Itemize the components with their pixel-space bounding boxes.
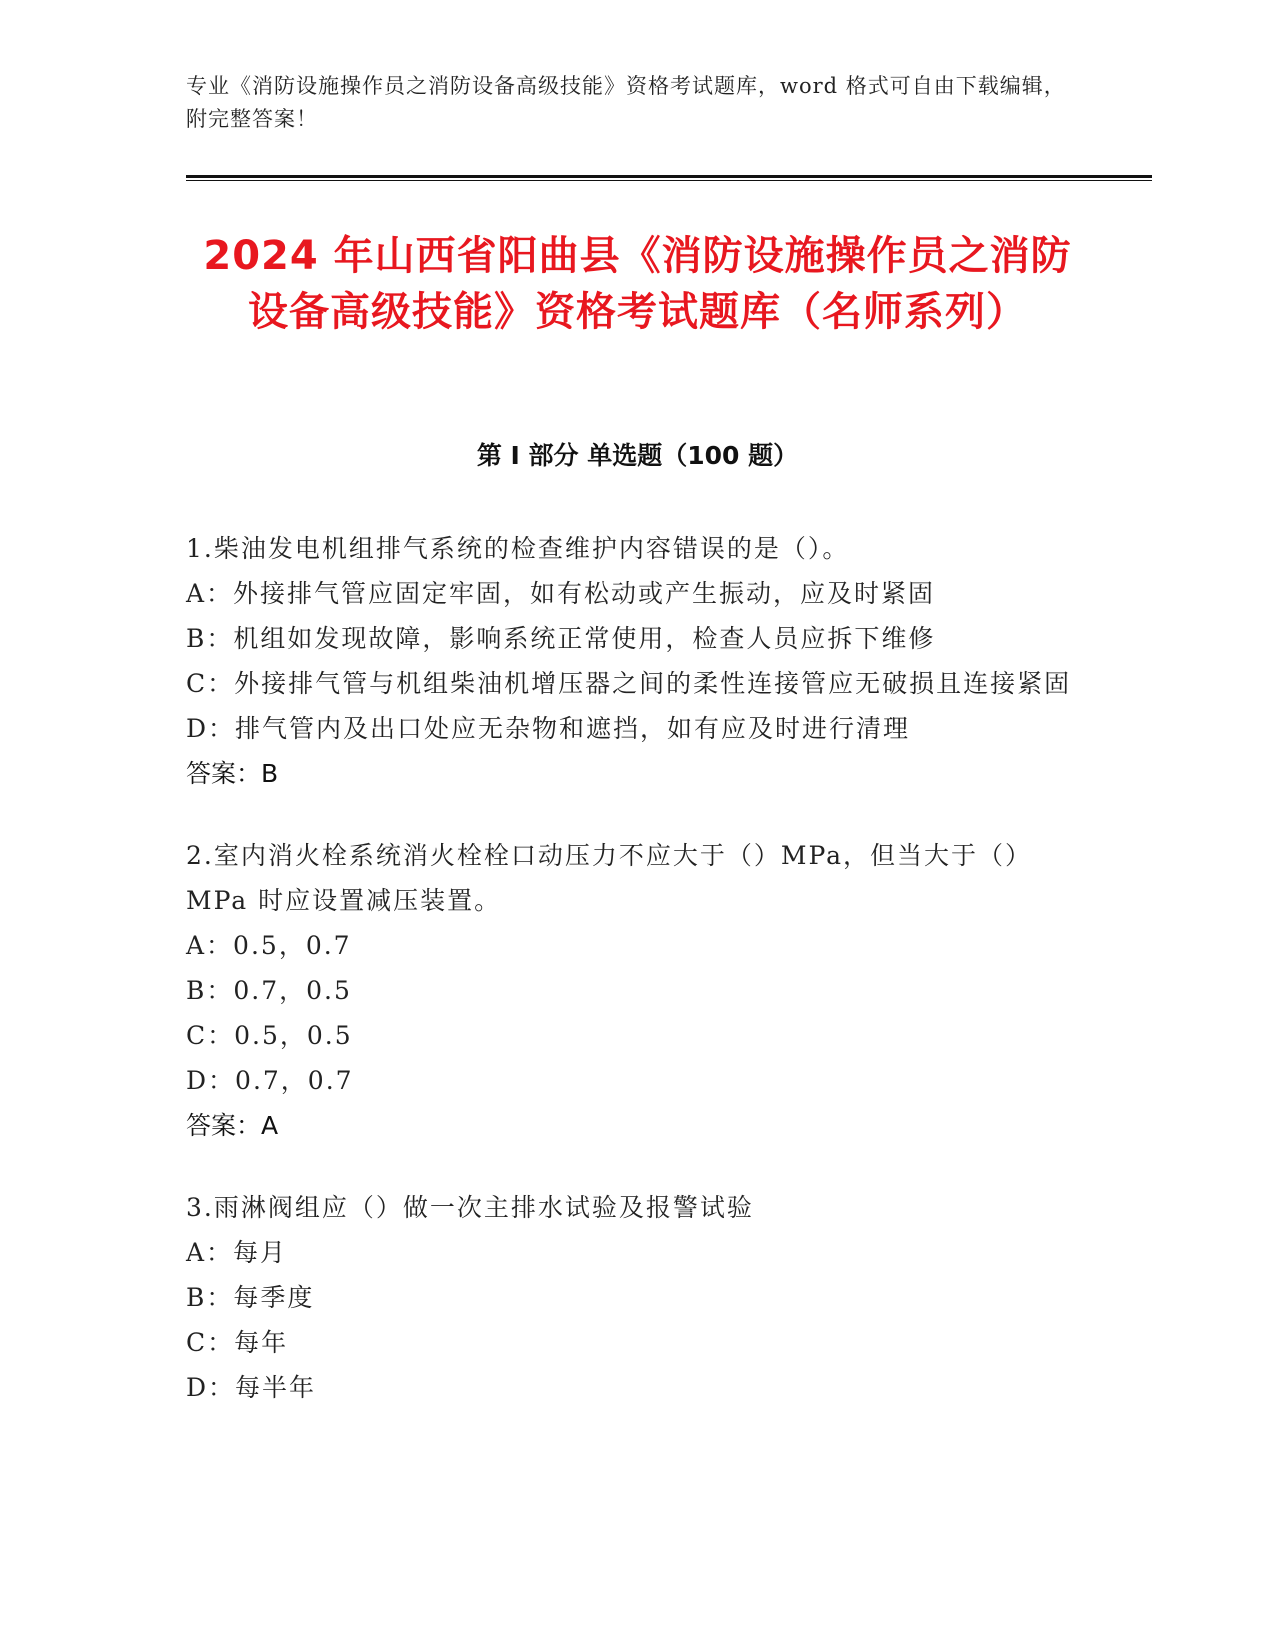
header-divider-thin bbox=[186, 180, 1152, 181]
answer: 答案：B bbox=[186, 759, 279, 788]
answer: 答案：A bbox=[186, 1111, 279, 1140]
option-a: A：外接排气管应固定牢固，如有松动或产生振动，应及时紧固 bbox=[186, 579, 936, 608]
question-list bbox=[186, 526, 1076, 1447]
header-note: 专业《消防设施操作员之消防设备高级技能》资格考试题库，word 格式可自由下载编辑，附完整答案！ bbox=[186, 74, 1066, 131]
option-d: D：排气管内及出口处应无杂物和遮挡，如有应及时进行清理 bbox=[186, 714, 911, 743]
option-b: B：0.7，0.5 bbox=[186, 976, 352, 1005]
option-a: A：每月 bbox=[186, 1238, 288, 1267]
header-divider-thick bbox=[186, 175, 1152, 178]
option-d: D：0.7，0.7 bbox=[186, 1066, 354, 1095]
option-c: C：外接排气管与机组柴油机增压器之间的柔性连接管应无破损且连接紧固 bbox=[186, 669, 1072, 698]
option-c: C：每年 bbox=[186, 1328, 289, 1357]
question-stem: 1.柴油发电机组排气系统的检查维护内容错误的是（）。 bbox=[186, 534, 850, 563]
question-1 bbox=[186, 526, 1076, 796]
section-title: 第 I 部分 单选题（100 题） bbox=[476, 441, 799, 470]
question-stem: 2.室内消火栓系统消火栓栓口动压力不应大于（）MPa，但当大于（）MPa 时应设置减压装置。 bbox=[186, 841, 1033, 915]
option-b: B：每季度 bbox=[186, 1283, 315, 1312]
option-b: B：机组如发现故障，影响系统正常使用，检查人员应拆下维修 bbox=[186, 624, 936, 653]
option-c: C：0.5，0.5 bbox=[186, 1021, 353, 1050]
question-2 bbox=[186, 833, 1076, 1148]
document-title: 2024 年山西省阳曲县《消防设施操作员之消防设备高级技能》资格考试题库（名师系列） bbox=[203, 233, 1072, 335]
option-d: D：每半年 bbox=[186, 1373, 317, 1402]
option-a: A：0.5，0.7 bbox=[186, 931, 352, 960]
question-stem: 3.雨淋阀组应（）做一次主排水试验及报警试验 bbox=[186, 1193, 754, 1222]
question-3 bbox=[186, 1185, 1076, 1410]
